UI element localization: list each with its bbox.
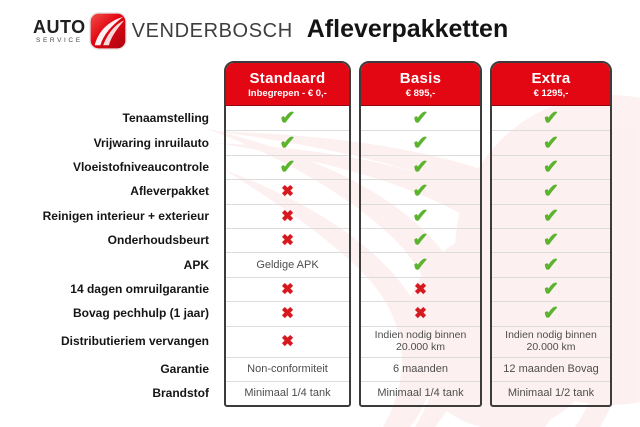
table-cell bbox=[226, 155, 349, 179]
logo-company-name: VENDERBOSCH bbox=[131, 19, 293, 42]
cross-icon: ✖ bbox=[281, 183, 294, 201]
check-icon: ✔ bbox=[412, 132, 429, 154]
row-label: Bovag pechhulp (1 jaar) bbox=[72, 306, 209, 321]
package-name: Extra bbox=[531, 69, 571, 87]
check-icon: ✔ bbox=[412, 156, 429, 178]
check-icon: ✔ bbox=[543, 181, 559, 203]
table-cell bbox=[361, 155, 480, 179]
table-cell bbox=[226, 277, 349, 301]
table-cell bbox=[226, 106, 349, 130]
check-icon: ✔ bbox=[543, 230, 559, 252]
table-cell bbox=[361, 179, 480, 203]
package-price: € 895,- bbox=[405, 87, 436, 99]
table-cell bbox=[361, 357, 480, 381]
package-header bbox=[361, 63, 480, 106]
table-cell bbox=[492, 179, 610, 203]
cell-text: Non-conformiteit bbox=[247, 363, 328, 376]
package-price: € 1295,- bbox=[533, 87, 569, 99]
row-label: Brandstof bbox=[152, 386, 209, 401]
logo-shield-icon bbox=[89, 12, 127, 50]
table-cell bbox=[492, 155, 610, 179]
table-cell bbox=[361, 228, 480, 252]
table-cell bbox=[226, 130, 349, 154]
row-label: Vloeistofniveaucontrole bbox=[72, 159, 209, 174]
table-cell bbox=[361, 130, 480, 154]
package-body bbox=[226, 106, 349, 405]
cross-icon: ✖ bbox=[414, 305, 427, 323]
cross-icon: ✖ bbox=[281, 232, 294, 250]
table-cell bbox=[492, 277, 610, 301]
check-icon: ✔ bbox=[543, 156, 559, 178]
package-card-extra bbox=[490, 61, 612, 407]
row-label: Tenaamstelling bbox=[122, 111, 209, 126]
table-cell bbox=[361, 252, 480, 276]
table-cell bbox=[492, 130, 610, 154]
cell-text: Minimaal 1/4 tank bbox=[377, 387, 464, 400]
row-label: Onderhoudsbeurt bbox=[107, 233, 209, 248]
check-icon: ✔ bbox=[543, 278, 559, 300]
package-name: Basis bbox=[399, 69, 442, 87]
row-label: Distributieriem vervangen bbox=[60, 334, 209, 349]
check-icon: ✔ bbox=[279, 132, 296, 154]
package-body bbox=[492, 106, 610, 405]
check-icon: ✔ bbox=[412, 205, 429, 227]
check-icon: ✔ bbox=[412, 107, 429, 129]
table-cell bbox=[492, 357, 610, 381]
package-name: Standaard bbox=[249, 69, 326, 87]
cross-icon: ✖ bbox=[281, 333, 294, 351]
page-title: Afleverpakketten bbox=[306, 15, 509, 43]
cell-text: 6 maanden bbox=[392, 363, 449, 376]
table-cell bbox=[492, 228, 610, 252]
row-labels-column bbox=[0, 61, 216, 407]
row-label: Vrijwaring inruilauto bbox=[93, 135, 209, 150]
row-label: Afleverpakket bbox=[130, 184, 209, 199]
check-icon: ✔ bbox=[543, 303, 559, 325]
table-cell bbox=[361, 277, 480, 301]
table-cell bbox=[226, 228, 349, 252]
check-icon: ✔ bbox=[279, 107, 296, 129]
cross-icon: ✖ bbox=[281, 280, 294, 298]
table-cell bbox=[361, 204, 480, 228]
table-cell bbox=[492, 301, 610, 325]
cross-icon: ✖ bbox=[281, 207, 294, 225]
row-label: APK bbox=[183, 257, 209, 272]
package-header bbox=[492, 63, 610, 106]
row-label: Reinigen interieur + exterieur bbox=[42, 208, 209, 223]
check-icon: ✔ bbox=[543, 107, 559, 129]
package-price: Inbegrepen - € 0,- bbox=[248, 87, 327, 99]
table-cell bbox=[361, 326, 480, 357]
cell-text: Geldige APK bbox=[256, 258, 319, 271]
brand-logo-text bbox=[33, 18, 86, 45]
table-cell bbox=[492, 204, 610, 228]
table-cell bbox=[226, 204, 349, 228]
table-cell bbox=[361, 301, 480, 325]
check-icon: ✔ bbox=[279, 156, 296, 178]
labels-header-spacer bbox=[0, 61, 216, 106]
package-header bbox=[226, 63, 349, 106]
logo-auto-text: AUTO bbox=[33, 16, 86, 37]
table-cell bbox=[226, 301, 349, 325]
cell-text: 12 maanden Bovag bbox=[503, 363, 599, 376]
package-card-basis bbox=[359, 61, 482, 407]
table-cell bbox=[226, 252, 349, 276]
table-cell bbox=[226, 179, 349, 203]
table-cell bbox=[226, 357, 349, 381]
check-icon: ✔ bbox=[412, 181, 429, 203]
check-icon: ✔ bbox=[543, 132, 559, 154]
table-cell bbox=[226, 326, 349, 357]
package-comparison-table bbox=[0, 61, 612, 407]
cross-icon: ✖ bbox=[281, 305, 294, 323]
package-body bbox=[361, 106, 480, 405]
table-cell bbox=[361, 106, 480, 130]
cross-icon: ✖ bbox=[414, 280, 427, 298]
check-icon: ✔ bbox=[543, 254, 559, 276]
cell-text: Indien nodig binnen 20.000 km bbox=[374, 328, 467, 353]
logo-service-text: SERVICE bbox=[36, 36, 83, 44]
table-cell bbox=[361, 381, 480, 405]
table-cell bbox=[492, 106, 610, 130]
table-cell bbox=[226, 381, 349, 405]
table-cell bbox=[492, 252, 610, 276]
check-icon: ✔ bbox=[412, 230, 429, 252]
cell-text: Minimaal 1/2 tank bbox=[507, 387, 595, 400]
table-cell bbox=[492, 326, 610, 357]
cell-text: Indien nodig binnen 20.000 km bbox=[505, 328, 597, 353]
row-label: 14 dagen omruilgarantie bbox=[70, 281, 209, 296]
package-card-standaard bbox=[224, 61, 351, 407]
table-cell bbox=[492, 381, 610, 405]
row-label: Garantie bbox=[160, 361, 209, 376]
check-icon: ✔ bbox=[543, 205, 559, 227]
check-icon: ✔ bbox=[412, 254, 429, 276]
cell-text: Minimaal 1/4 tank bbox=[244, 387, 331, 400]
